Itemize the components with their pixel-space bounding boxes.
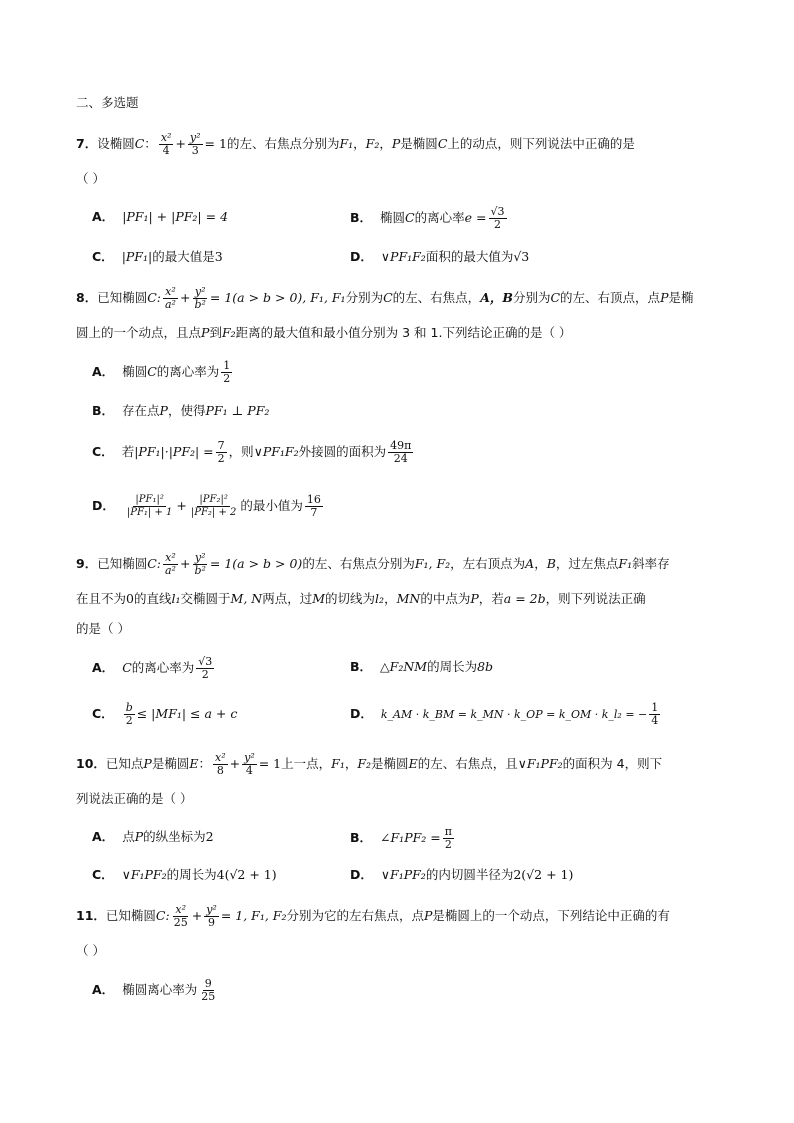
section-heading: 二、多选题 [76, 95, 139, 110]
fraction: $\frac{\text{y²}}{3}$ [189, 131, 201, 157]
fraction: $\frac{\text{x²}}{4}$ [160, 131, 172, 157]
question-9-stem-line2: 在且不为0的直线l₁交椭圆于M, N两点，过M的切线为l₂，MN的中点为P，若a = 2b，则下列说法正确 [76, 591, 646, 606]
question-9-stem: 9．已知椭圆C: $\frac{\text{x²}}{\text{a²}}$ + $\frac{\text{y²}}{\text{b²}}$ = 1(a > b > 0)的左、右焦点分别为F₁, F₂，左右顶点为A，B，过左焦点F₁斜率存 [76, 551, 670, 577]
option-a: A． C的离心率为 $\frac{√3}{2}$ [92, 655, 213, 681]
question-8-stem-line2: 圆上的一个动点，且点P到F₂距离的最大值和最小值分别为 3 和 1.下列结论正确的是（ ） [76, 325, 572, 340]
option-a: A． |PF₁| + |PF₂| = 4 [92, 209, 229, 224]
option-a: A． 椭圆离心率为 $\frac{9}{25}$ [92, 977, 216, 1003]
question-10-stem: 10．已知点P是椭圆E： $\frac{\text{x²}}{8}$ + $\frac{\text{y²}}{4}$ = 1上一点，F₁，F₂是椭圆E的左、右焦点，且∨F₁PF₂的面积为 4，则下 [76, 751, 663, 777]
option-d: D． ∨F₁PF₂的内切圆半径为2(√2 + 1) [350, 867, 574, 882]
question-number: 7． [76, 136, 98, 151]
option-c: C． |PF₁|的最大值是3 [92, 249, 223, 264]
option-b: B． △F₂NM的周长为8b [350, 659, 494, 674]
question-7-stem: 7．设椭圆C： $\frac{\text{x²}}{4}$ + $\frac{\text{y²}}{3}$ = 1的左、右焦点分别为F₁，F₂，P是椭圆C上的动点，则下列说法中正确的是 [76, 131, 635, 157]
option-c: C． $\frac{b}{2}$ ≤ |MF₁| ≤ a + c [92, 701, 238, 727]
question-10-stem-line2: 列说法正确的是（ ） [76, 791, 193, 806]
option-c: C． ∨F₁PF₂的周长为4(√2 + 1) [92, 867, 277, 882]
question-9-stem-line3: 的是（ ） [76, 621, 130, 636]
option-b: B． 存在点P，使得PF₁ ⊥ PF₂ [92, 403, 270, 418]
option-a: A． 椭圆C的离心率为 $\frac{1}{2}$ [92, 359, 231, 385]
option-c: C． 若|PF₁|·|PF₂| = $\frac{7}{2}$ ，则∨PF₁F₂外接圆的面积为 $\frac{49\pi}{24}$ [92, 439, 412, 465]
answer-paren: （ ） [76, 943, 105, 958]
option-d: D． ∨PF₁F₂面积的最大值为√3 [350, 249, 530, 264]
answer-paren: （ ） [76, 171, 105, 186]
question-8-stem: 8．已知椭圆C: $\frac{\text{x²}}{\text{a²}}$ + $\frac{\text{y²}}{\text{b²}}$ = 1(a > b > 0), F₁, F₁分别为C的左、右焦点，A，B分别为C的左、右顶点，点P是椭 [76, 285, 694, 311]
question-11-stem: 11．已知椭圆C: $\frac{\text{x²}}{25}$ + $\frac{\text{y²}}{9}$ = 1, F₁, F₂分别为它的左右焦点，点P是椭圆上的一个动点，下列结论中正确的有 [76, 903, 670, 929]
option-d: D． k_AM · k_BM = k_MN · k_OP = k_OM · k_l₂ = − $\frac{1}{4}$ [350, 701, 659, 727]
option-b: B． ∠F₁PF₂ = $\frac{\pi}{2}$ [350, 825, 452, 851]
option-b: B． 椭圆C的离心率e = $\frac{√3}{2}$ [350, 205, 505, 231]
option-d: D． $\frac{\text{|PF₁|²}}{\text{|PF₁| + 1}}$ + $\frac{\text{|PF₂|²}}{\text{|PF₂| + 2}}$ 的最小值为 $\frac{16}{7}$ [92, 493, 321, 519]
option-a: A． 点P的纵坐标为2 [92, 829, 214, 844]
